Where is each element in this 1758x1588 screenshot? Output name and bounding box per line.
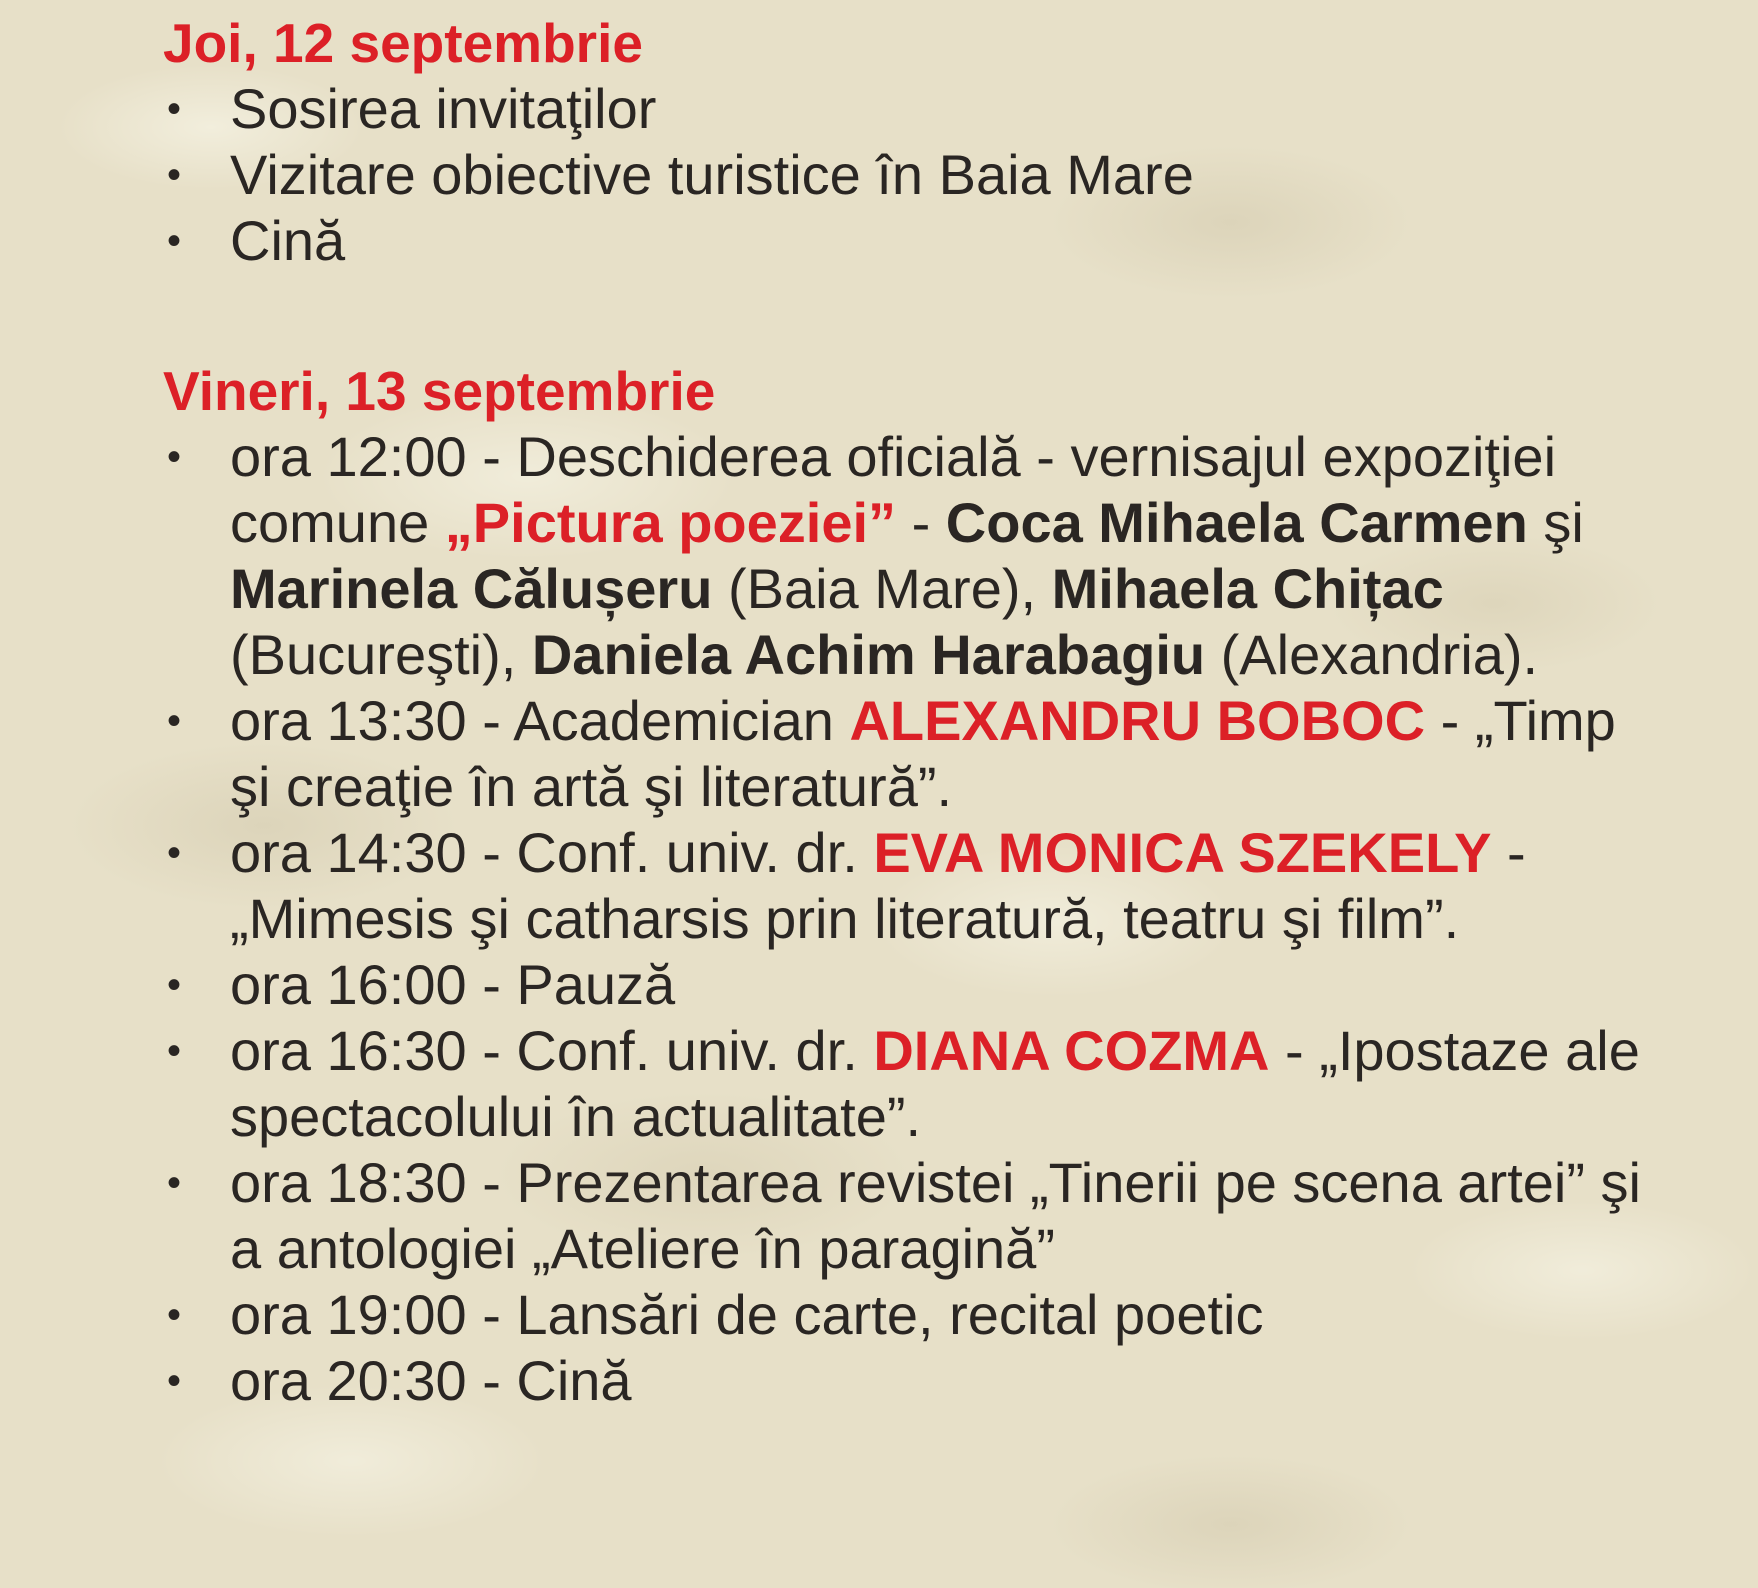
artist-name: Marinela Călușeru <box>230 557 713 620</box>
separator: - <box>896 491 946 554</box>
talk-title: - „Mimesis şi catharsis prin literatură, teatru şi film”. <box>230 821 1526 950</box>
list-item <box>163 820 1643 952</box>
item-text: Vizitare obiective turistice în Baia Mare <box>230 143 1194 206</box>
list-item <box>163 76 1643 142</box>
item-text: Sosirea invitaţilor <box>230 77 657 140</box>
artist-name: Daniela Achim Harabagiu <box>531 623 1206 686</box>
list-item <box>163 1150 1643 1282</box>
list-item <box>163 1282 1643 1348</box>
item-text: ora 20:30 - Cină <box>230 1349 632 1412</box>
bullet-icon: • <box>167 153 182 197</box>
bullet-icon: • <box>167 435 182 479</box>
day-title: Joi, 12 septembrie <box>163 12 643 74</box>
list-item <box>163 1348 1643 1414</box>
list-item <box>163 1018 1643 1150</box>
bullet-icon: • <box>167 1161 182 1205</box>
artist-name: Coca Mihaela Carmen <box>945 491 1528 554</box>
artist-location: (Alexandria). <box>1205 623 1539 686</box>
list-item <box>163 688 1643 820</box>
bullet-icon: • <box>167 1293 182 1337</box>
item-intro: ora 13:30 - Academician <box>230 689 850 752</box>
list-item <box>163 424 1643 688</box>
bullet-icon: • <box>167 219 182 263</box>
artist-name: Mihaela Chițac <box>1051 557 1444 620</box>
artist-location: (Bucureşti), <box>230 623 532 686</box>
speaker-name: DIANA COZMA <box>873 1019 1270 1082</box>
item-intro: ora 12:00 - Deschiderea oficială - vernisajul expoziţiei comune <box>230 425 1557 554</box>
bullet-icon: • <box>167 963 182 1007</box>
bullet-icon: • <box>167 699 182 743</box>
list-item <box>163 208 1643 274</box>
item-intro: ora 14:30 - Conf. univ. dr. <box>230 821 874 884</box>
item-text: Cină <box>230 209 346 272</box>
bullet-icon: • <box>167 1359 182 1403</box>
item-text: ora 16:00 - Pauză <box>230 953 676 1016</box>
day-section-thursday <box>163 10 1643 274</box>
bullet-icon: • <box>167 87 182 131</box>
day-title: Vineri, 13 septembrie <box>163 360 716 422</box>
speaker-name: EVA MONICA SZEKELY <box>873 821 1492 884</box>
day-section-friday <box>163 358 1643 1414</box>
schedule-list <box>163 424 1643 1414</box>
speaker-name: ALEXANDRU BOBOC <box>849 689 1426 752</box>
list-item <box>163 952 1643 1018</box>
exhibition-title: „Pictura poeziei” <box>444 491 897 554</box>
bullet-icon: • <box>167 831 182 875</box>
bullet-icon: • <box>167 1029 182 1073</box>
item-intro: ora 16:30 - Conf. univ. dr. <box>230 1019 874 1082</box>
item-text: ora 19:00 - Lansări de carte, recital poetic <box>230 1283 1264 1346</box>
conjunction: şi <box>1527 491 1584 554</box>
talk-title: - „Ipostaze ale spectacolului în actualitate”. <box>230 1019 1640 1148</box>
item-text: ora 18:30 - Prezentarea revistei „Tinerii pe scena artei” şi a antologiei „Ateliere în paragină” <box>230 1151 1641 1280</box>
artist-location: (Baia Mare), <box>712 557 1052 620</box>
schedule-list <box>163 76 1643 274</box>
talk-title: - „Timp şi creaţie în artă şi literatură”. <box>230 689 1616 818</box>
list-item <box>163 142 1643 208</box>
